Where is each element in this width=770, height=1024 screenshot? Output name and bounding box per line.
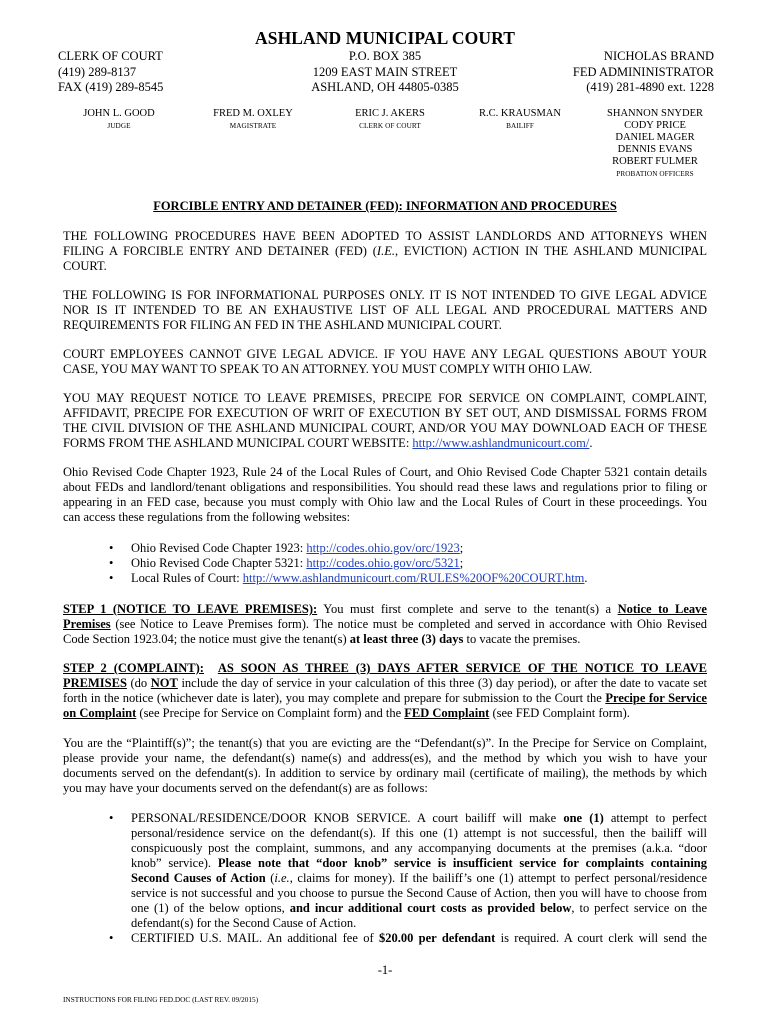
fed-admin-name: NICHOLAS BRAND	[603, 49, 714, 63]
text-span: (see FED Complaint form).	[489, 706, 630, 720]
clerk-phone: (419) 289-8137	[58, 64, 137, 79]
staff-name: ERIC J. AKERS	[355, 108, 425, 119]
form-name: FED Complaint	[404, 706, 490, 720]
list-item	[63, 571, 707, 586]
staff-role: MAGISTRATE	[229, 122, 277, 130]
clerk-label: CLERK OF COURT	[58, 49, 163, 63]
staff-role: CLERK OF COURT	[359, 122, 421, 130]
probation-name: CODY PRICE	[624, 120, 686, 131]
step1-paragraph	[63, 602, 707, 647]
text-span: , EVICTION) ACTION IN THE ASHLAND MUNICIPAL	[394, 244, 707, 258]
staff-name: R.C. KRAUSMAN	[479, 108, 561, 119]
text-line: THE FOLLOWING PROCEDURES HAVE BEEN ADOPTED TO ASSIST LANDLORDS AND ATTORNEYS WHEN	[63, 229, 707, 243]
staff-magistrate	[198, 108, 308, 132]
text-line	[63, 617, 707, 632]
list-end: ;	[459, 541, 464, 555]
text-line: appearing in an FED case, because you must comply with Ohio law and the Local Rules of Court in these proceedings. You	[63, 495, 707, 509]
text-span: knob” service).	[131, 856, 218, 870]
court-address-block	[285, 49, 485, 96]
staff-name: JOHN L. GOOD	[83, 108, 155, 119]
fed-admin-phone: (419) 281-4890 ext. 1228	[586, 80, 714, 94]
plaintiff-paragraph	[63, 736, 707, 796]
list-item	[63, 556, 707, 571]
text-line: THE FOLLOWING IS FOR INFORMATIONAL PURPOSES ONLY. IT IS NOT INTENDED TO GIVE LEGAL ADVICE	[63, 288, 707, 302]
text-span: You must first complete and serve to the tenant(s) a	[317, 602, 618, 616]
text-span: one (1) of the below options,	[131, 901, 290, 915]
text-bold: one (1)	[563, 811, 604, 825]
text-span: , claims for money). If the bailiff’s one (1) attempt to perfect personal/residence	[289, 871, 707, 885]
court-title: ASHLAND MUNICIPAL COURT	[255, 28, 515, 48]
text-italic: i.e.	[274, 871, 290, 885]
text-line	[131, 856, 707, 871]
forms-paragraph	[63, 391, 707, 451]
text-line: please provide your name, the defendant(s) name(s) and address(es), and the method by which you wish to have your	[63, 751, 707, 765]
bullet-icon: •	[109, 556, 114, 570]
text-line: about FEDs and landlord/tenant obligations and responsibilities. You should read these laws and regulations prior to filing or	[63, 480, 707, 494]
staff-name: FRED M. OXLEY	[213, 108, 293, 119]
probation-name: ROBERT FULMER	[612, 156, 698, 167]
section-title: FORCIBLE ENTRY AND DETAINER (FED): INFORMATION AND PROCEDURES	[153, 199, 617, 213]
step2-deadline: AS SOON AS THREE (3) DAYS AFTER SERVICE OF THE NOTICE TO LEAVE	[217, 661, 708, 675]
list-item	[63, 811, 707, 931]
text-line: AFFIDAVIT, PRECIPE FOR EXECUTION OF WRIT OF EXECUTION BY SET OUT, AND DISMISSAL FORMS FROM	[63, 406, 707, 420]
text-line: REQUIREMENTS FOR FILING AN FED IN THE ASHLAND MUNICIPAL COURT.	[63, 318, 502, 332]
bullet-icon: •	[109, 571, 114, 585]
text-line: conspicuously post the complaint, summons, and any accompanying documents at the premises (a.k.a. “door	[131, 841, 707, 855]
list-end: ;	[459, 556, 464, 570]
text-line: YOU MAY REQUEST NOTICE TO LEAVE PREMISES, PRECIPE FOR SERVICE ON COMPLAINT, COMPLAINT,	[63, 391, 707, 405]
text-bold: Please note that “door knob” service is insufficient service for complaints containing	[217, 856, 707, 870]
text-span: (	[265, 871, 275, 885]
text-line	[63, 676, 707, 691]
text-line: COURT EMPLOYEES CANNOT GIVE LEGAL ADVICE. IF YOU HAVE ANY LEGAL QUESTIONS ABOUT YOUR	[63, 347, 707, 361]
clerk-fax: FAX (419) 289-8545	[58, 80, 164, 94]
text-span: (see Notice to Leave Premises form). The notice must be completed and served in accordance with Ohio Revised	[110, 617, 707, 631]
ohio-code-paragraph	[63, 465, 707, 525]
text-line: service is not successful and you choose to pursue the Second Cause of Action, then you will have to choose from	[131, 886, 707, 900]
text-line: documents served on the defendant(s). In addition to service by ordinary mail (certificate of mailing), the methods by which	[63, 766, 707, 780]
text-span: forth in the notice (whichever date is later), you may complete and prepare for submission to the Court the	[63, 691, 606, 705]
text-line	[131, 931, 707, 946]
text-line: CASE, YOU MAY WANT TO SPEAK TO AN ATTORNEY. YOU MUST COMPLY WITH OHIO LAW.	[63, 362, 593, 376]
fed-admin-block	[520, 49, 714, 96]
form-name: Precipe for Service	[605, 691, 707, 705]
text-span: PERSONAL/RESIDENCE/DOOR KNOB SERVICE. A court bailiff will make	[131, 811, 564, 825]
text-line: COURT.	[63, 259, 107, 273]
text-italic: I.E.	[376, 244, 395, 258]
city-state-zip: ASHLAND, OH 44805-0385	[311, 80, 459, 94]
text-line: Ohio Revised Code Chapter 1923, Rule 24 of the Local Rules of Court, and Ohio Revised Code Chapter 5321 contain details	[63, 465, 707, 479]
text-line	[63, 691, 707, 706]
list-end: .	[584, 571, 588, 585]
disclaimer-paragraph	[63, 288, 707, 333]
text-line	[131, 811, 707, 826]
text-span: attempt to perfect	[603, 811, 707, 825]
orc-5321-link[interactable]: http://codes.ohio.gov/orc/5321	[306, 556, 460, 570]
text-bold: Second Causes of Action	[131, 871, 266, 885]
regulation-links-list	[63, 541, 707, 586]
step1-heading: STEP 1 (NOTICE TO LEAVE PREMISES):	[63, 602, 318, 616]
text-bold: at least three (3) days	[349, 632, 464, 646]
footer-doc-id: INSTRUCTIONS FOR FILING FED.DOC (LAST REV. 09/2015)	[63, 995, 259, 1004]
text-line	[63, 661, 707, 676]
legal-advice-paragraph	[63, 347, 707, 377]
staff-probation	[595, 108, 715, 180]
staff-bailiff	[468, 108, 572, 132]
step2-heading: STEP 2 (COMPLAINT):	[63, 661, 204, 675]
text-span: CERTIFIED U.S. MAIL. An additional fee of	[131, 931, 379, 945]
form-name: Premises	[63, 617, 111, 631]
probation-name: DANIEL MAGER	[615, 132, 695, 143]
probation-name: DENNIS EVANS	[617, 144, 693, 155]
text-span: , to perfect service on the	[571, 901, 707, 915]
step2-paragraph	[63, 661, 707, 721]
bullet-icon: •	[109, 541, 114, 555]
form-name: Notice to Leave	[617, 602, 707, 616]
text-line	[63, 436, 707, 451]
court-website-link[interactable]: http://www.ashlandmunicourt.com/	[412, 436, 590, 450]
text-span: Code Section 1923.04; the notice must give the tenant(s)	[63, 632, 350, 646]
text-line: can access these regulations from the following websites:	[63, 510, 351, 524]
local-rules-link[interactable]: http://www.ashlandmunicourt.com/RULES%20OF%20COURT.htm	[242, 571, 585, 585]
text-line: you may have your documents served on the defendant(s) are as follows:	[63, 781, 428, 795]
staff-clerk	[335, 108, 445, 132]
text-line	[63, 706, 707, 721]
staff-role: BAILIFF	[506, 122, 534, 130]
text-line	[63, 602, 707, 617]
list-item	[63, 931, 707, 946]
text-span: include the day of service in your calculation of this three (3) day period), or after the date to vacate set	[177, 676, 707, 690]
text-bold: $20.00 per defendant	[378, 931, 496, 945]
fed-admin-title: FED ADMININISTRATOR	[572, 64, 714, 79]
text-span: (do	[126, 676, 151, 690]
bullet-icon: •	[109, 931, 114, 945]
text-line	[131, 871, 707, 886]
text-line	[63, 244, 707, 259]
list-label: Ohio Revised Code Chapter 5321:	[131, 556, 307, 570]
staff-judge	[68, 108, 170, 132]
text-span: (see Precipe for Service on Complaint form) and the	[136, 706, 405, 720]
text-bold: and incur additional court costs as provided below	[289, 901, 572, 915]
bullet-icon: •	[109, 811, 114, 825]
po-box: P.O. BOX 385	[348, 49, 422, 63]
text-span: to vacate the premises.	[463, 632, 581, 646]
list-label: Ohio Revised Code Chapter 1923:	[131, 541, 307, 555]
orc-1923-link[interactable]: http://codes.ohio.gov/orc/1923	[306, 541, 460, 555]
probation-role: PROBATION OFFICERS	[616, 170, 694, 178]
text-line: THE CIVIL DIVISION OF THE ASHLAND MUNICIPAL COURT, AND/OR YOU MAY DOWNLOAD EACH OF THESE	[63, 421, 707, 435]
staff-role: JUDGE	[107, 122, 131, 130]
intro-paragraph	[63, 229, 707, 274]
text-span: FORMS FROM THE ASHLAND MUNICIPAL COURT WEBSITE:	[63, 436, 413, 450]
list-label: Local Rules of Court:	[131, 571, 243, 585]
text-line	[131, 901, 707, 916]
page-number: -1-	[377, 963, 393, 977]
text-line: personal/residence service on the defendant(s). If this one (1) attempt is not successful, then the bailiff will	[131, 826, 707, 840]
text-line: defendant(s) for the Second Cause of Action.	[131, 916, 357, 930]
text-span: .	[589, 436, 593, 450]
service-methods-list	[63, 811, 707, 946]
list-item	[63, 541, 707, 556]
text-line	[63, 632, 707, 647]
clerk-contact-block	[58, 49, 163, 96]
text-line: You are the “Plaintiff(s)”; the tenant(s) that you are evicting are the “Defendant(s)”. In the Precipe for Service on Complaint,	[63, 736, 707, 750]
text-bold: NOT	[150, 676, 178, 690]
text-span: is required. A court clerk will send the	[495, 931, 707, 945]
probation-name: SHANNON SNYDER	[607, 108, 703, 119]
text-span: FILING A FORCIBLE ENTRY AND DETAINER (FED) (	[63, 244, 377, 258]
street-address: 1209 EAST MAIN STREET	[312, 64, 458, 79]
text-line: NOR IS IT INTENDED TO BE AN EXHAUSTIVE LIST OF ALL LEGAL AND PROCEDURAL MATTERS AND	[63, 303, 707, 317]
step2-deadline: PREMISES	[63, 676, 127, 690]
form-name: on Complaint	[63, 706, 137, 720]
